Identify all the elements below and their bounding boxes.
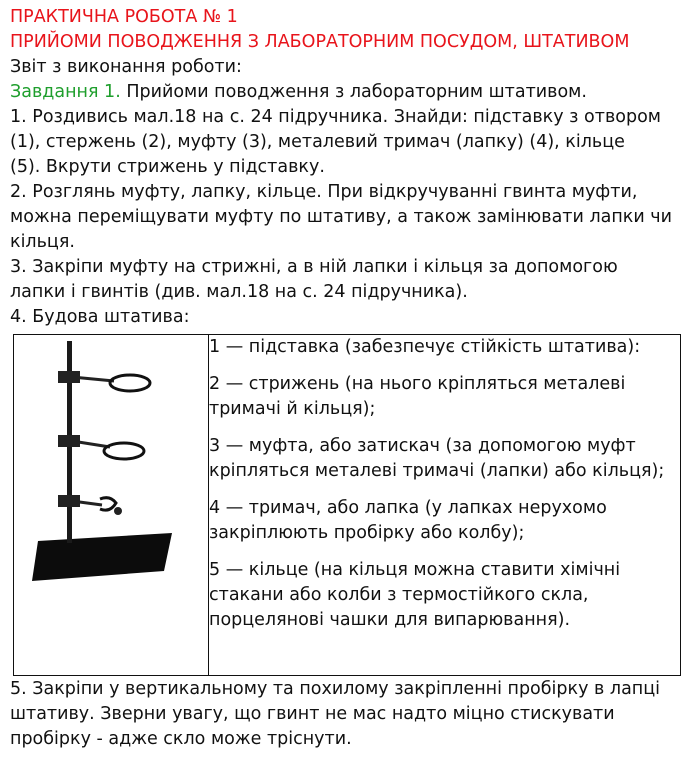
practical-work-subtitle: ПРИЙОМИ ПОВОДЖЕННЯ З ЛАБОРАТОРНИМ ПОСУДОМ, ШТАТИВОМ: [10, 32, 630, 52]
stand-structure-table: [13, 334, 681, 676]
lab-stand-illustration: [14, 335, 208, 675]
part-ring: 5 — кільце (на кільця можна ставити хімічні стакани або колби з термостійкого скла, порцелянові чашки для випарювання).: [209, 560, 621, 630]
step-1-line-2: (1), стержень (2), муфту (3), металевий тримач (лапку) (4), кільце: [10, 132, 625, 152]
step-5-line-2: штативу. Зверни увагу, що гвинт не мас надто міцно стискувати: [10, 704, 615, 724]
step-5-line-3: пробірку - адже скло може тріснути.: [10, 729, 352, 749]
step-5-line-1: 5. Закріпи у вертикальному та похилому закріпленні пробірку в лапці: [10, 679, 661, 699]
part-base: 1 — підставка (забезпечує стійкість штатива):: [209, 337, 641, 357]
step-2-line-3: кільця.: [10, 232, 75, 252]
step-3-line-1: 3. Закріпи муфту на стрижні, а в ній лапки і кільця за допомогою: [10, 257, 618, 277]
step-1-line-1: 1. Роздивись мал.18 на с. 24 підручника. Знайди: підставку з отвором: [10, 107, 661, 127]
stand-parts-cell: [209, 335, 681, 676]
task-label: Завдання 1.: [10, 82, 121, 102]
task-text: Прийоми поводження з лабораторним штативом.: [120, 82, 587, 102]
practical-work-title: ПРАКТИЧНА РОБОТА № 1: [10, 7, 238, 27]
stand-image-cell: [14, 335, 209, 676]
part-holder: 4 — тримач, або лапка (у лапках нерухомо закріплюють пробірку або колбу);: [209, 498, 607, 543]
part-clutch: 3 — муфта, або затискач (за допомогою муфт кріпляться металеві тримачі (лапки) або кільця);: [209, 436, 665, 481]
step-3-line-2: лапки і гвинтів (див. мал.18 на с. 24 підручника).: [10, 282, 468, 302]
step-2-line-2: можна переміщувати муфту по штативу, а також замінювати лапки чи: [10, 207, 673, 227]
step-2-line-1: 2. Розглянь муфту, лапку, кільце. При відкручуванні гвинта муфти,: [10, 182, 638, 202]
report-heading: Звіт з виконання роботи:: [10, 57, 242, 77]
step-4-heading: 4. Будова штатива:: [10, 307, 190, 327]
step-1-line-3: (5). Вкрути стрижень у підставку.: [10, 157, 325, 177]
task-heading: [10, 80, 692, 105]
part-rod: 2 — стрижень (на нього кріпляться металеві тримачі й кільця);: [209, 374, 626, 419]
